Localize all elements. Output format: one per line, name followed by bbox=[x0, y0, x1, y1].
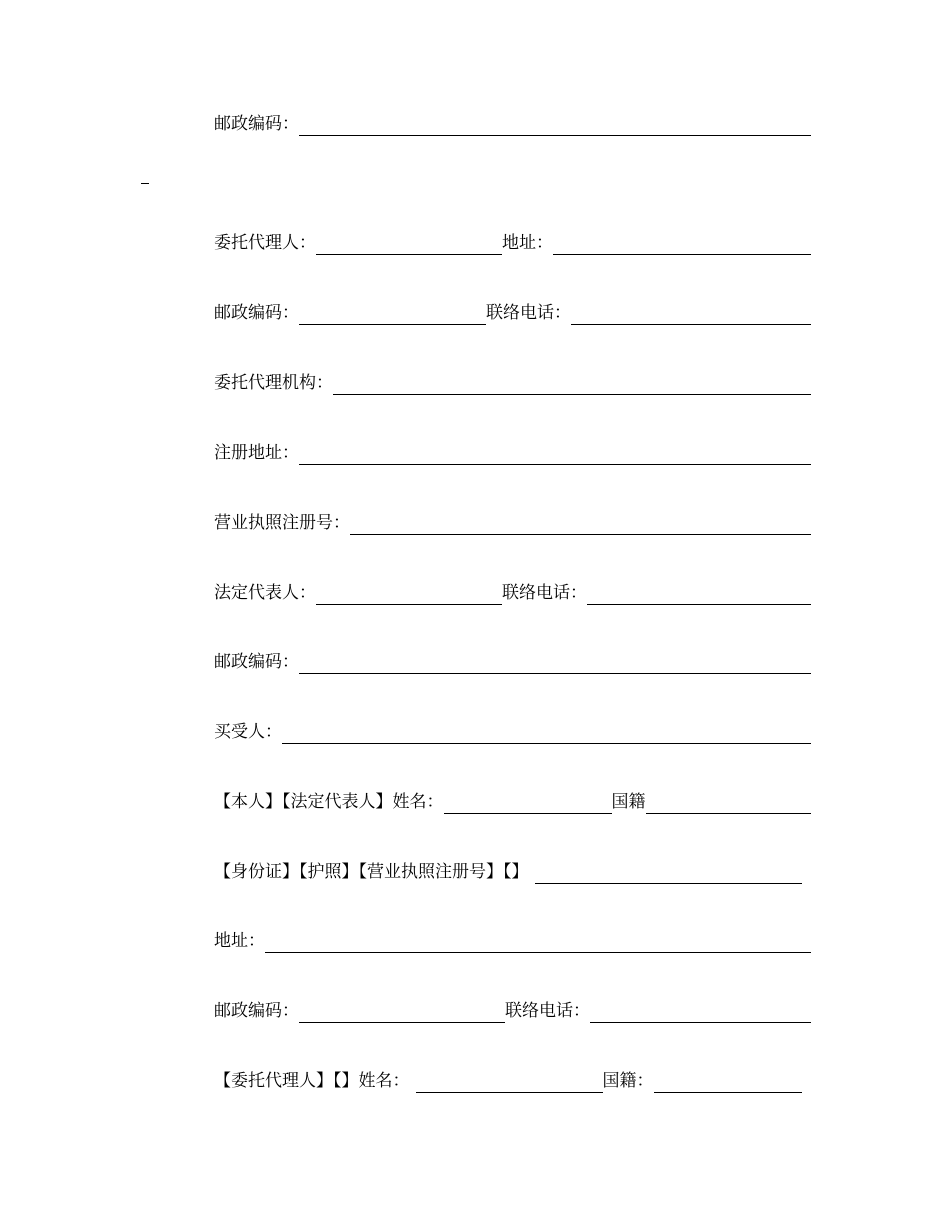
agency-blank[interactable] bbox=[333, 374, 811, 395]
id-number-blank[interactable] bbox=[535, 863, 803, 884]
agent-postcode-blank[interactable] bbox=[299, 304, 486, 325]
field-row-buyer bbox=[214, 720, 811, 744]
buyer-name-blank[interactable] bbox=[444, 793, 612, 814]
legal-rep-phone-blank[interactable] bbox=[587, 584, 811, 605]
buyer-agent-nationality-blank[interactable] bbox=[654, 1072, 803, 1093]
legal-rep-label: 法定代表人： bbox=[214, 583, 316, 603]
field-row-agent bbox=[214, 231, 811, 255]
buyer-phone-blank[interactable] bbox=[590, 1002, 811, 1023]
agent-phone-blank[interactable] bbox=[571, 304, 811, 325]
buyer-blank[interactable] bbox=[282, 723, 811, 744]
buyer-postcode-label: 邮政编码： bbox=[214, 1001, 299, 1021]
address-blank[interactable] bbox=[265, 932, 811, 953]
legal-rep-phone-label: 联络电话： bbox=[502, 583, 587, 603]
field-row-postcode-1 bbox=[214, 112, 811, 136]
field-row-agency bbox=[214, 371, 811, 395]
field-row-address bbox=[214, 929, 811, 953]
buyer-name-label: 【本人】【法定代表人】姓名： bbox=[214, 792, 444, 812]
postcode-blank[interactable] bbox=[299, 115, 811, 136]
field-row-buyer-agent bbox=[214, 1069, 802, 1093]
buyer-nationality-label: 国籍 bbox=[611, 792, 646, 812]
buyer-postcode-blank[interactable] bbox=[299, 1002, 505, 1023]
postcode-label: 邮政编码： bbox=[214, 114, 299, 134]
registered-address-label: 注册地址： bbox=[214, 443, 299, 463]
agency-label: 委托代理机构： bbox=[214, 373, 333, 393]
address-label: 地址： bbox=[214, 931, 265, 951]
field-row-postcode-phone bbox=[214, 999, 811, 1023]
postcode-2-label: 邮政编码： bbox=[214, 652, 299, 672]
field-row-id-type bbox=[214, 860, 802, 884]
buyer-nationality-blank[interactable] bbox=[646, 793, 812, 814]
stray-dash-mark bbox=[141, 183, 149, 184]
buyer-agent-name-blank[interactable] bbox=[416, 1072, 603, 1093]
postcode-2-blank[interactable] bbox=[299, 653, 811, 674]
agent-address-label: 地址： bbox=[502, 233, 553, 253]
business-license-blank[interactable] bbox=[350, 514, 811, 535]
agent-label: 委托代理人： bbox=[214, 233, 316, 253]
field-row-postcode-2 bbox=[214, 650, 811, 674]
agent-phone-label: 联络电话： bbox=[486, 303, 571, 323]
legal-rep-blank[interactable] bbox=[316, 584, 502, 605]
business-license-label: 营业执照注册号： bbox=[214, 513, 350, 533]
field-row-registered-address bbox=[214, 441, 811, 465]
agent-blank[interactable] bbox=[316, 234, 502, 255]
id-type-label: 【身份证】【护照】【营业执照注册号】【】 bbox=[214, 862, 529, 882]
registered-address-blank[interactable] bbox=[299, 444, 811, 465]
field-row-business-license bbox=[214, 511, 811, 535]
buyer-agent-label: 【委托代理人】【】姓名： bbox=[214, 1071, 410, 1091]
agent-postcode-label: 邮政编码： bbox=[214, 303, 299, 323]
field-row-agent-postcode-phone bbox=[214, 301, 811, 325]
buyer-label: 买受人： bbox=[214, 722, 282, 742]
buyer-phone-label: 联络电话： bbox=[505, 1001, 590, 1021]
field-row-legal-rep bbox=[214, 581, 811, 605]
field-row-buyer-name bbox=[214, 790, 811, 814]
agent-address-blank[interactable] bbox=[553, 234, 811, 255]
buyer-agent-nationality-label: 国籍： bbox=[602, 1071, 654, 1091]
